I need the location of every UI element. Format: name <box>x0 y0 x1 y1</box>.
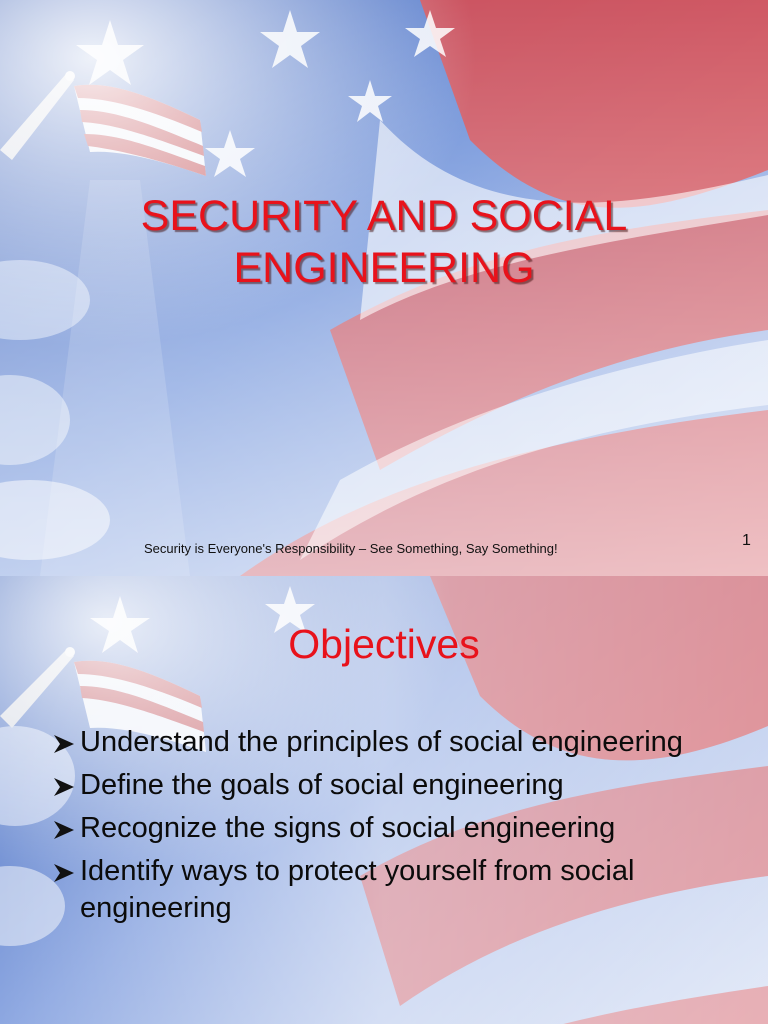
list-item <box>52 767 742 804</box>
slide-title: SECURITY AND SOCIAL ENGINEERING <box>140 192 628 292</box>
objectives-slide <box>0 576 768 1024</box>
arrowhead-bullet-icon <box>52 776 76 798</box>
list-item-text: Recognize the signs of social engineering <box>80 812 616 844</box>
arrowhead-bullet-icon <box>52 733 76 755</box>
list-item <box>52 853 742 927</box>
arrowhead-bullet-icon <box>52 819 76 841</box>
page-number: 1 <box>742 532 751 549</box>
list-item-text: Understand the principles of social engineering <box>80 726 683 758</box>
list-item-text: Define the goals of social engineering <box>80 769 564 801</box>
slide-title: Objectives <box>288 621 480 667</box>
list-item <box>52 810 742 847</box>
objectives-list <box>52 724 742 933</box>
list-item <box>52 724 742 761</box>
slide-footer: Security is Everyone's Responsibility – See Something, Say Something! <box>144 541 558 556</box>
list-item-text: Identify ways to protect yourself from social engineering <box>80 855 635 924</box>
arrowhead-bullet-icon <box>52 862 76 884</box>
